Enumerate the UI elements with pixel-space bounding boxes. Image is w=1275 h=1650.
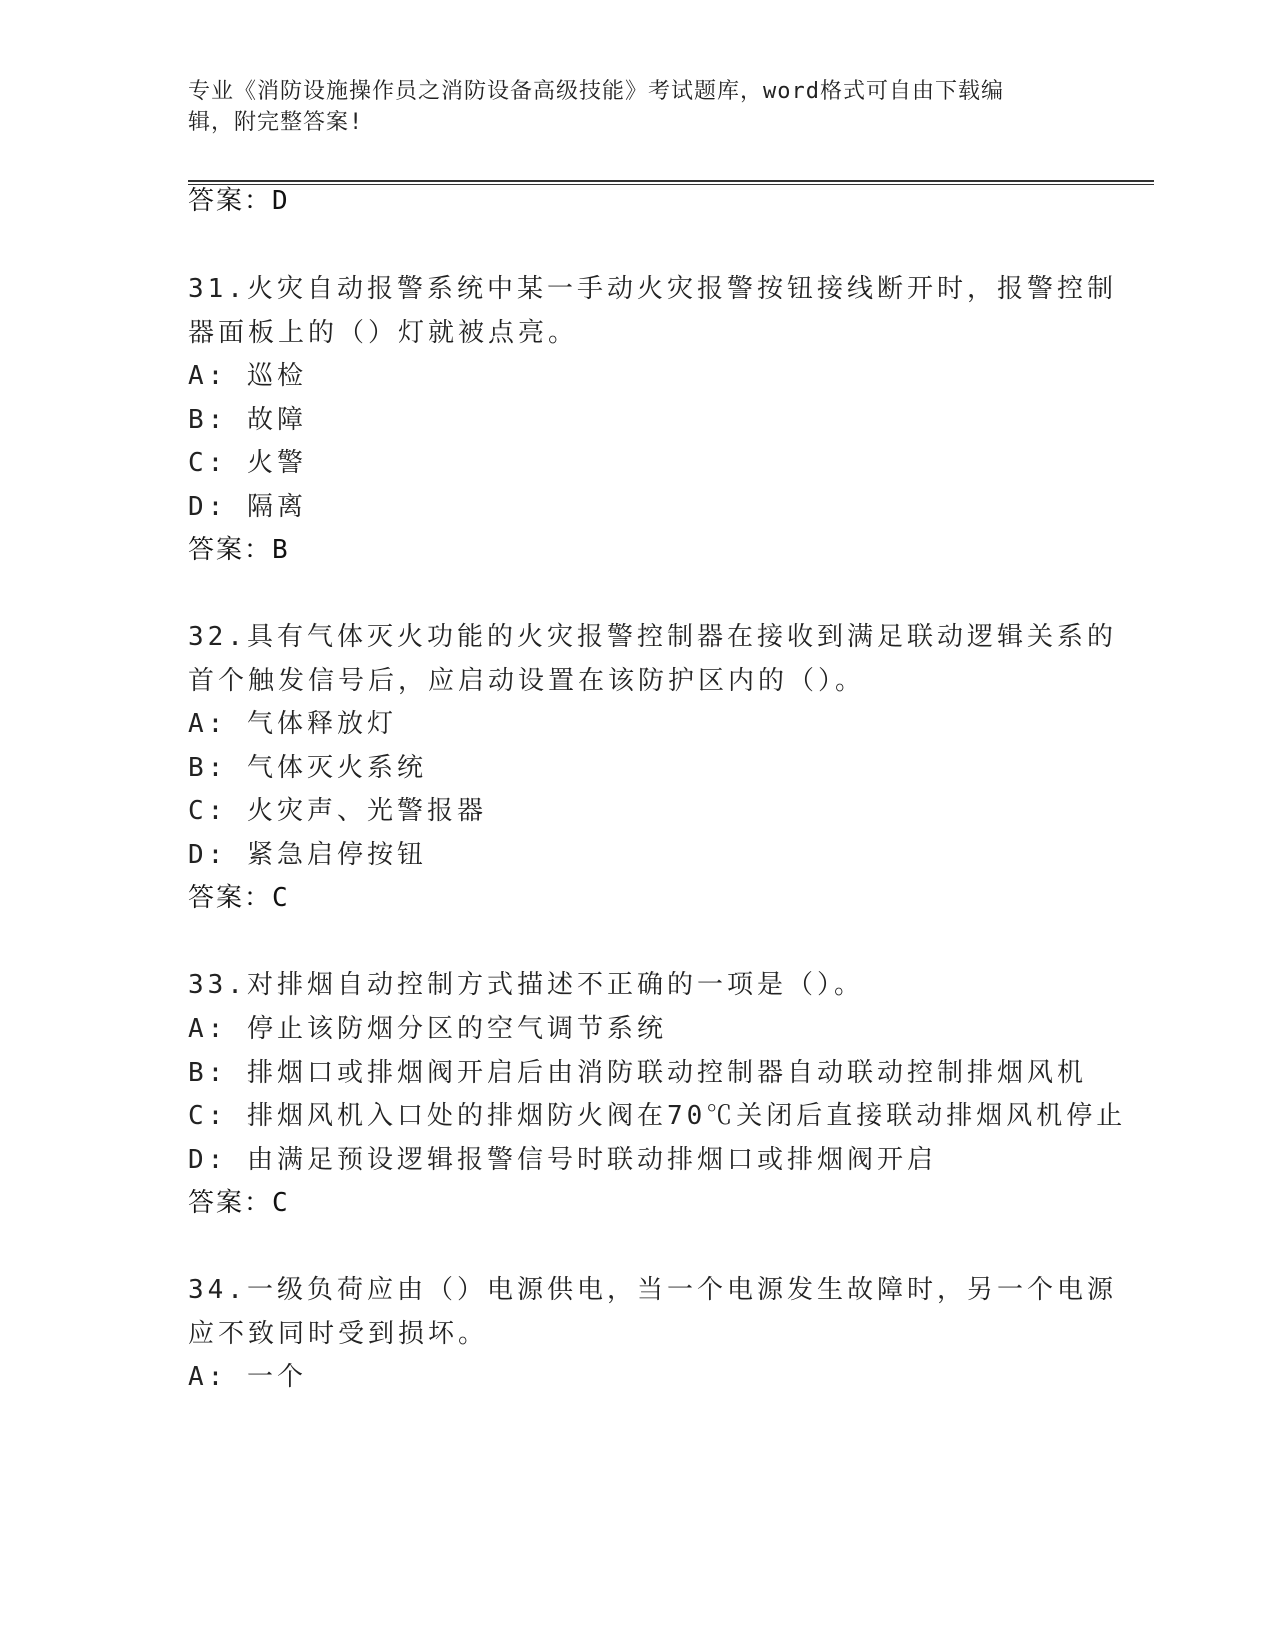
question-33-stem-line: 33.对排烟自动控制方式描述不正确的一项是（）。 — [188, 970, 864, 1000]
question-32-option-b: B: 气体灭火系统 — [188, 753, 427, 783]
question-34-option-a: A: 一个 — [188, 1362, 307, 1392]
question-33-option-d: D: 由满足预设逻辑报警信号时联动排烟口或排烟阀开启 — [188, 1145, 937, 1175]
header-divider — [188, 180, 1154, 182]
question-31-stem-line: 器面板上的（）灯就被点亮。 — [188, 318, 579, 348]
answer-line: 答案：D — [188, 186, 290, 216]
question-34-stem-line: 34.一级负荷应由（）电源供电，当一个电源发生故障时，另一个电源 — [188, 1275, 1117, 1305]
header-line-2: 辑，附完整答案! — [188, 110, 364, 135]
question-31-option-a: A: 巡检 — [188, 361, 307, 391]
question-31-answer: 答案：B — [188, 535, 290, 565]
question-32-stem-line: 32.具有气体灭火功能的火灾报警控制器在接收到满足联动逻辑关系的 — [188, 622, 1117, 652]
question-31-option-b: B: 故障 — [188, 405, 307, 435]
question-32-answer: 答案：C — [188, 883, 290, 913]
question-33-answer: 答案：C — [188, 1188, 290, 1218]
question-31-option-c: C: 火警 — [188, 448, 307, 478]
question-33-option-a: A: 停止该防烟分区的空气调节系统 — [188, 1014, 667, 1044]
question-32-option-d: D: 紧急启停按钮 — [188, 840, 427, 870]
question-32-option-a: A: 气体释放灯 — [188, 709, 397, 739]
question-34-stem-line: 应不致同时受到损坏。 — [188, 1319, 489, 1349]
question-32-stem-line: 首个触发信号后，应启动设置在该防护区内的（）。 — [188, 666, 866, 696]
header-line-1: 专业《消防设施操作员之消防设备高级技能》考试题库，word格式可自由下载编 — [188, 79, 1004, 104]
question-31-option-d: D: 隔离 — [188, 492, 307, 522]
question-32-option-c: C: 火灾声、光警报器 — [188, 796, 487, 826]
question-31-stem-line: 31.火灾自动报警系统中某一手动火灾报警按钮接线断开时，报警控制 — [188, 274, 1117, 304]
question-33-option-b: B: 排烟口或排烟阀开启后由消防联动控制器自动联动控制排烟风机 — [188, 1058, 1087, 1088]
question-33-option-c: C: 排烟风机入口处的排烟防火阀在70℃关闭后直接联动排烟风机停止 — [188, 1101, 1127, 1131]
header-divider-thin — [188, 184, 1154, 185]
document-header — [188, 76, 1068, 138]
